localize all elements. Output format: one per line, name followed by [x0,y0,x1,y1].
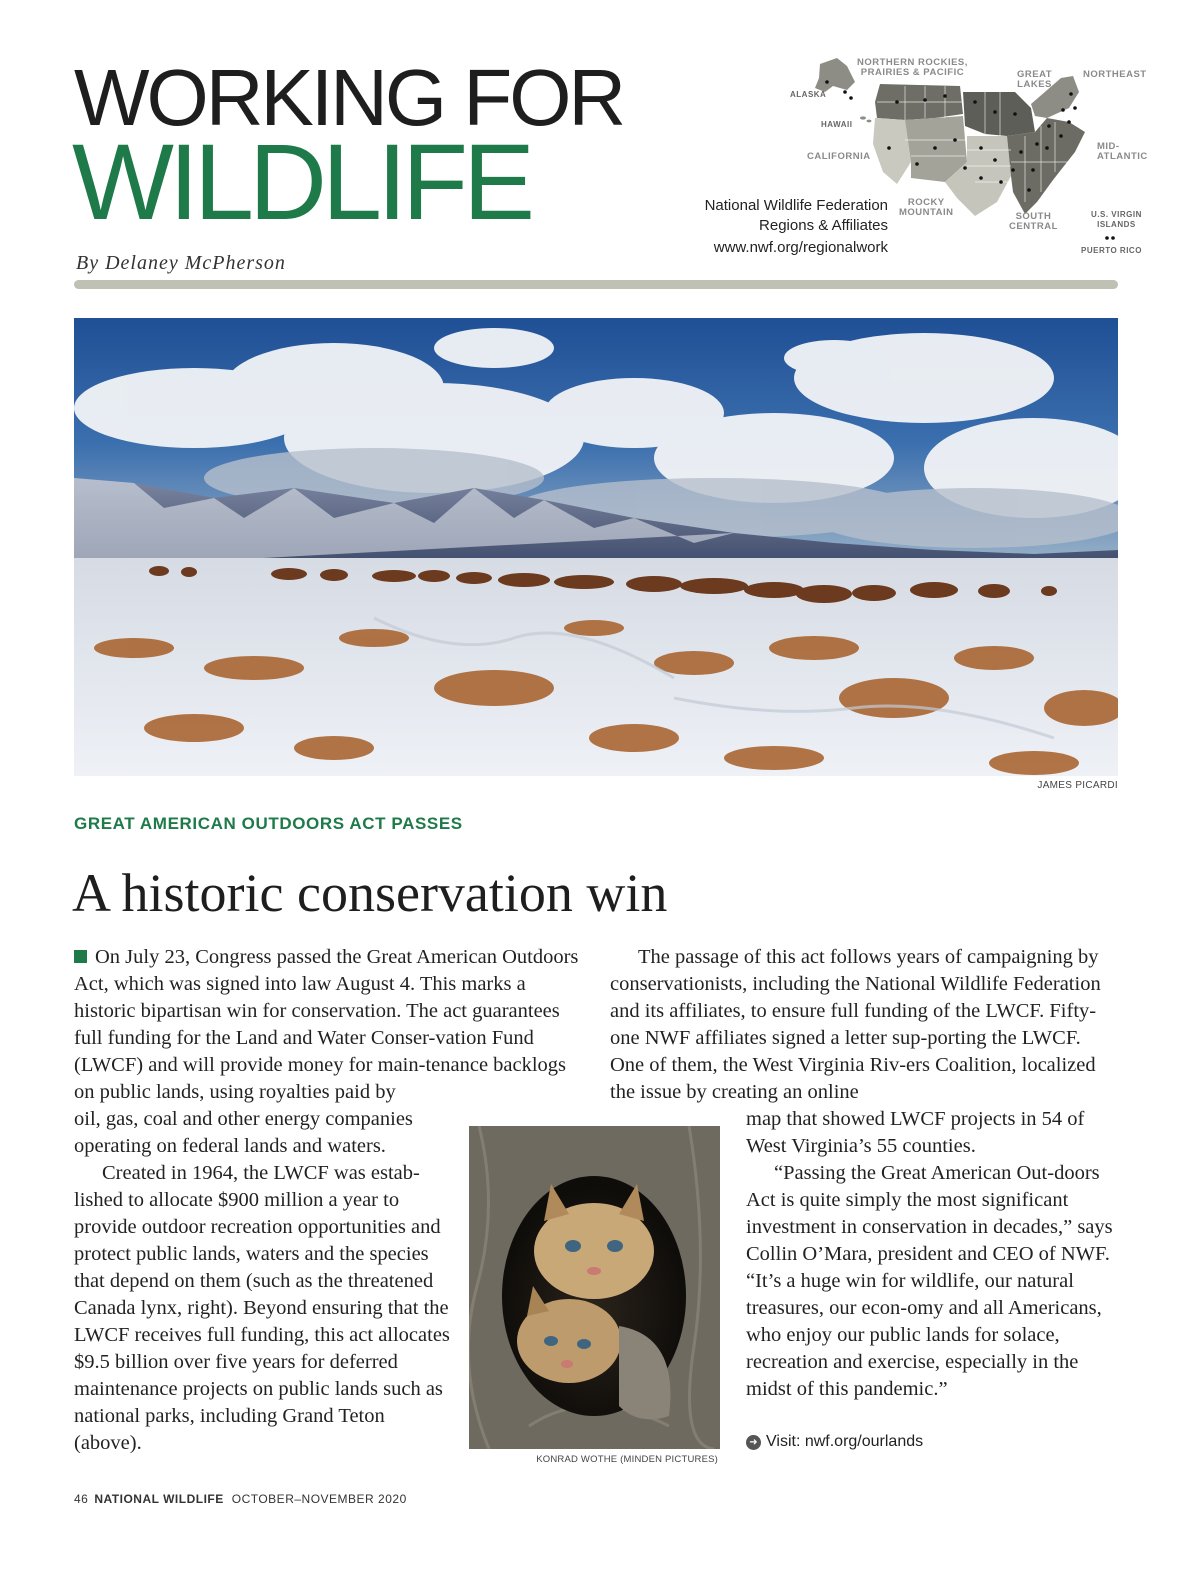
article-column-2-top [610,944,1118,1106]
region-label-great-lakes: GREAT LAKES [1017,69,1053,90]
visit-link[interactable] [746,1433,923,1451]
section-marker-icon [74,950,87,963]
region-label-virgin-islands: U.S. VIRGIN ISLANDS [1091,210,1142,229]
article-column-1-narrow [74,1106,454,1457]
paragraph-2: Created in 1964, the LWCF was estab-lished to allocate $900 million a year to provide outdoor recreation opportunities and protect public lands, waters and the species that depend on them (such as the threatened Canada lynx, right). Beyond ensuring that the LWCF receives full funding, this act allocates $9.5 billion over five years for deferred maintenance projects on public lands such as national parks, including Grand Teton (above). [74,1162,450,1454]
page-footer [74,1492,407,1506]
page-number: 46 [74,1492,89,1506]
region-label-northern-rockies: NORTHERN ROCKIES, PRAIRIES & PACIFIC [857,57,968,78]
paragraph-1-wide: On July 23, Congress passed the Great American Outdoors Act, which was signed into law August 4. This marks a historic bipartisan win for conservation. The act guarantees full funding for the Land and Water Conser-vation Fund (LWCF) and will provide money for main-tenance backlogs on public lands, using royalties paid by [74,946,579,1103]
region-label-mid-atlantic: MID- ATLANTIC [1097,141,1148,162]
article-kicker: GREAT AMERICAN OUTDOORS ACT PASSES [74,814,463,833]
map-caption-line2: Regions & Affiliates [759,217,888,234]
issue-date: OCTOBER–NOVEMBER 2020 [231,1492,407,1506]
region-label-california: CALIFORNIA [807,151,871,162]
lynx-kittens-photo [469,1126,720,1449]
article-headline: A historic conservation win [72,863,668,923]
header-divider [74,280,1118,289]
hero-photo-bison-teton [74,318,1118,776]
region-label-south-central: SOUTH CENTRAL [1009,211,1058,232]
article-column-1-top [74,944,580,1106]
paragraph-4-quote: “Passing the Great American Out-doors Act is quite simply the most significant investment in conservation in decades,” says Collin O’Mara, president and CEO of NWF. “It’s a huge win for wildlife, our natural treasures, our econ-omy and all Americans, who enjoy our public lands for solace, recreation and exercise, especially in the midst of this pandemic.” [746,1162,1113,1400]
region-label-puerto-rico: PUERTO RICO [1081,246,1142,255]
visit-link-text[interactable]: Visit: nwf.org/ourlands [766,1433,924,1450]
map-caption [705,196,888,258]
regional-work-link[interactable]: www.nwf.org/regionalwork [713,239,888,256]
region-label-rocky-mountain: ROCKY MOUNTAIN [899,197,954,218]
paragraph-3-wide: The passage of this act follows years of campaigning by conservationists, including the National Wildlife Federation and its affiliates, to ensure full funding of the LWCF. Fifty-one NWF affiliates signed a letter sup-porting the LWCF. One of them, the West Virginia Riv-ers Coalition, localized the issue by creating an online [610,946,1101,1103]
paragraph-3-narrow: map that showed LWCF projects in 54 of West Virginia’s 55 counties. [746,1108,1085,1157]
publication-name: NATIONAL WILDLIFE [94,1492,224,1506]
hero-photo-credit: JAMES PICARDI [1037,780,1118,791]
region-label-alaska: ALASKA [790,90,827,99]
article-column-2-narrow [746,1106,1118,1403]
region-label-northeast: NORTHEAST [1083,69,1147,80]
lynx-photo-credit: KONRAD WOTHE (MINDEN PICTURES) [536,1454,718,1465]
page-title-line2: WILDLIFE [72,121,531,242]
arrow-right-circle-icon: ➜ [746,1435,761,1450]
page-title-line1: WORKING FOR [74,53,624,142]
region-label-hawaii: HAWAII [821,120,853,129]
paragraph-1-narrow: oil, gas, coal and other energy companies operating on federal lands and waters. [74,1108,413,1157]
map-caption-line1: National Wildlife Federation [704,197,888,214]
byline: By Delaney McPherson [76,252,286,274]
